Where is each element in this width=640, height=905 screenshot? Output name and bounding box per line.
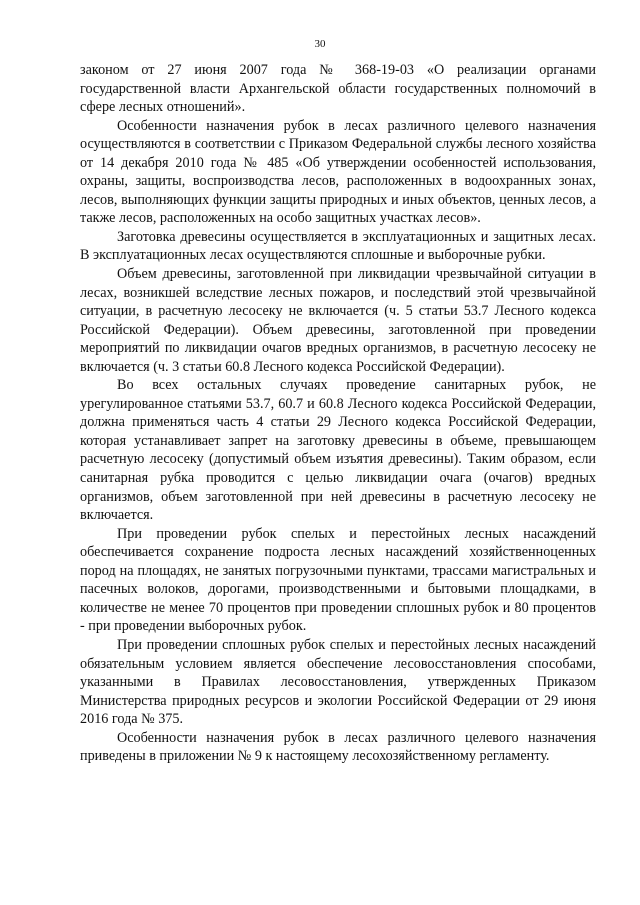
body-text [80,61,596,766]
paragraph-undergrowth-preservation: При проведении рубок спелых и перестойных лесных насаждений обеспечивается сохранение подроста лесных насаждений хозяйственноценных пород на площадях, не занятых погрузочными пунктами, трассами магистральных и пасечных волоков, дорогами, производственными и бытовыми площадками, в количестве не менее 70 процентов при проведении сплошных рубок и 80 процентов - при проведении выборочных рубок. [80,525,596,635]
paragraph-felling-features: Особенности назначения рубок в лесах различного целевого назначения осуществляются в соответствии с Приказом Федеральной службы лесного хозяйства от 14 декабря 2010 года № 485 «Об утверждении особенностей использования, охраны, защиты, воспроизводства лесов, расположенных в водоохранных зонах, лесов, выполняющих функции защиты природных и иных объектов, ценных лесов, а также лесов, расположенных на особо защитных участках лесов». [80,117,596,227]
paragraph-reforestation: При проведении сплошных рубок спелых и перестойных лесных насаждений обязательным условием является обеспечение лесовосстановления способами, указанными в Правилах лесовосстановления, утвержденных Приказом Министерства природных ресурсов и экологии Российской Федерации от 29 июня 2016 года № 375. [80,636,596,728]
paragraph-appendix-reference: Особенности назначения рубок в лесах различного целевого назначения приведены в приложении № 9 к настоящему лесохозяйственному регламенту. [80,729,596,765]
paragraph-law-reference: законом от 27 июня 2007 года № 368-19-03 «О реализации органами государственной власти Архангельской области государственных полномочий в сфере лесных отношений». [80,62,596,116]
paragraph-sanitary-felling: Во всех остальных случаях проведение санитарных рубок, не урегулированное статьями 53.7, 60.7 и 60.8 Лесного кодекса Российской Федерации, должна применяться часть 4 статьи 29 Лесного кодекса Российской Федерации, которая устанавливает запрет на заготовку древесины в объеме, превышающем расчетную лесосеку (допустимый объем изъятия древесины). Таким образом, если санитарная рубка проводится с целью ликвидации очага (очагов) вредных организмов, объем заготовленной при ней древесины в расчетную лесосеку не включается. [80,377,596,524]
paragraph-emergency-volume: Объем древесины, заготовленной при ликвидации чрезвычайной ситуации в лесах, возникшей вследствие лесных пожаров, и последствий этой чрезвычайной ситуации, в расчетную лесосеку не включается (ч. 5 статьи 53.7 Лесного кодекса Российской Федерации). Объем древесины, заготовленной при проведении мероприятий по ликвидации очагов вредных организмов, в расчетную лесосеку не включается (ч. 3 статьи 60.8 Лесного кодекса Российской Федерации). [80,266,596,375]
page-number: 30 [314,38,326,50]
paragraph-timber-harvesting: Заготовка древесины осуществляется в эксплуатационных и защитных лесах. В эксплуатационных лесах осуществляются сплошные и выборочные рубки. [80,228,596,264]
